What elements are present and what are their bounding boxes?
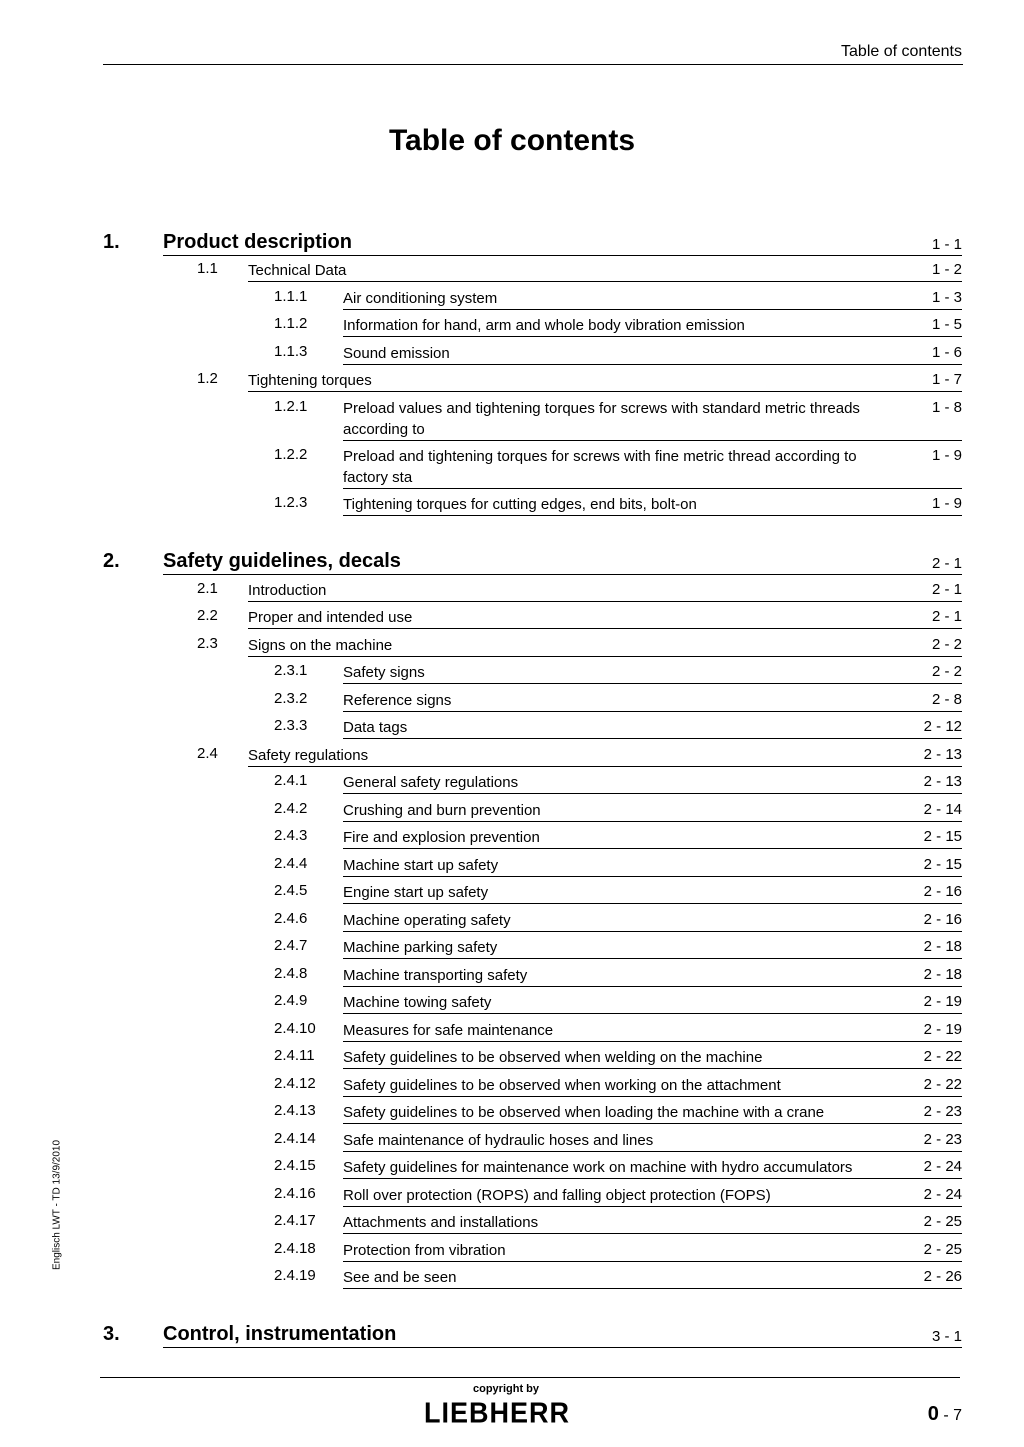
toc-entry-line (343, 1240, 962, 1262)
toc-entry-title[interactable]: Proper and intended use (248, 609, 413, 626)
toc-entry-page[interactable]: 1 - 2 (931, 261, 962, 278)
toc-entry-page[interactable]: 2 - 24 (923, 1186, 962, 1203)
toc-entry-number: 2.4.5 (274, 882, 308, 899)
toc-entry-number: 3. (103, 1323, 120, 1345)
toc-entry-title[interactable]: Crushing and burn prevention (343, 802, 541, 819)
toc-entry-number: 2.4.17 (274, 1212, 316, 1229)
toc-entry-line (248, 607, 962, 629)
toc-entry-line (343, 288, 962, 310)
toc-entry-page[interactable]: 2 - 2 (931, 636, 962, 653)
toc-entry-page[interactable]: 1 - 9 (931, 495, 962, 512)
toc-entry-title[interactable]: Safety regulations (248, 747, 369, 764)
toc-entry-line (163, 230, 962, 256)
toc-entry-number: 2.4.12 (274, 1075, 316, 1092)
toc-entry-page[interactable]: 2 - 1 (931, 608, 962, 625)
page-title: Table of contents (388, 124, 636, 157)
toc-entry-title[interactable]: Engine start up safety (343, 884, 489, 901)
toc-entry-number: 2.4.6 (274, 910, 308, 927)
toc-entry-line (248, 635, 962, 657)
toc-entry-title[interactable]: Safety guidelines to be observed when loading the machine with a crane (343, 1104, 825, 1121)
toc-entry-line (343, 446, 962, 489)
toc-entry-page[interactable]: 2 - 14 (923, 801, 962, 818)
toc-entry-title[interactable]: Sound emission (343, 345, 450, 362)
toc-entry-number: 2.4 (197, 745, 218, 762)
page-number (928, 1403, 962, 1426)
toc-entry-number: 2.3 (197, 635, 218, 652)
toc-entry-number: 2.4.13 (274, 1102, 316, 1119)
toc-entry-line (343, 398, 962, 441)
toc-entry-number: 1.2.3 (274, 494, 308, 511)
toc-entry-number: 2. (103, 550, 120, 572)
toc-entry-line (343, 827, 962, 849)
toc-entry-title[interactable]: Air conditioning system (343, 290, 498, 307)
toc-entry-number: 2.4.7 (274, 937, 308, 954)
liebherr-logo: LIEBHERR (424, 1397, 571, 1429)
toc-entry-page[interactable]: 2 - 23 (923, 1103, 962, 1120)
toc-entry-number: 2.4.10 (274, 1020, 316, 1037)
toc-entry-number: 1.1.3 (274, 343, 308, 360)
toc-entry-page[interactable]: 2 - 25 (923, 1241, 962, 1258)
toc-entry-line (343, 882, 962, 904)
toc-entry-title[interactable]: Reference signs (343, 692, 452, 709)
toc-entry-title[interactable]: Safety guidelines, decals (163, 550, 401, 572)
toc-entry-title[interactable]: Machine start up safety (343, 857, 499, 874)
toc-entry-page[interactable]: 1 - 9 (931, 447, 962, 464)
toc-entry-title[interactable]: Safety guidelines to be observed when working on the attachment (343, 1077, 781, 1094)
toc-entry-line (343, 1157, 962, 1179)
toc-entry-title[interactable]: Tightening torques (248, 372, 372, 389)
toc-entry-title[interactable]: Control, instrumentation (163, 1323, 397, 1345)
toc-entry-page[interactable]: 2 - 15 (923, 828, 962, 845)
toc-entry-line (343, 992, 962, 1014)
toc-entry-number: 1. (103, 231, 120, 253)
toc-entry-number: 2.3.2 (274, 690, 308, 707)
toc-entry-line (343, 1047, 962, 1069)
toc-entry-number: 2.4.15 (274, 1157, 316, 1174)
toc-entry-page[interactable]: 2 - 16 (923, 911, 962, 928)
toc-entry-number: 1.2.1 (274, 398, 308, 415)
toc-entry-page[interactable]: 1 - 5 (931, 316, 962, 333)
toc-entry-line (343, 800, 962, 822)
toc-entry-title[interactable]: Safety guidelines for maintenance work on machine with hydro accumulators (343, 1159, 853, 1176)
toc-entry-number: 2.4.3 (274, 827, 308, 844)
toc-entry-line (248, 370, 962, 392)
toc-entry-title[interactable]: Machine transporting safety (343, 967, 528, 984)
toc-entry-page[interactable]: 2 - 19 (923, 993, 962, 1010)
toc-entry-number: 2.4.18 (274, 1240, 316, 1257)
toc-entry-number: 1.1.2 (274, 315, 308, 332)
toc-entry-line (343, 1212, 962, 1234)
toc-entry-title[interactable]: Introduction (248, 582, 327, 599)
toc-entry-page[interactable]: 2 - 13 (923, 773, 962, 790)
toc-entry-number: 2.4.1 (274, 772, 308, 789)
toc-entry-line (343, 1020, 962, 1042)
toc-entry-number: 2.3.1 (274, 662, 308, 679)
toc-entry-line (343, 315, 962, 337)
toc-entry-line (343, 494, 962, 516)
toc-entry-line (343, 690, 962, 712)
toc-entry-number: 1.2 (197, 370, 218, 387)
toc-entry-line (163, 549, 962, 575)
toc-entry-line (343, 1267, 962, 1289)
toc-entry-page[interactable]: 2 - 15 (923, 856, 962, 873)
toc-entry-title[interactable]: Safety guidelines to be observed when welding on the machine (343, 1049, 763, 1066)
toc-entry-number: 2.4.19 (274, 1267, 316, 1284)
toc-entry-title[interactable]: Safety signs (343, 664, 425, 681)
footer-rule (100, 1377, 960, 1378)
toc-entry-line (248, 745, 962, 767)
toc-entry-title[interactable]: Machine parking safety (343, 939, 498, 956)
toc-entry-title[interactable]: Preload values and tightening torques for screws with standard metric threads according to (343, 400, 860, 438)
toc-entry-page[interactable]: 2 - 22 (923, 1048, 962, 1065)
toc-entry-number: 2.1 (197, 580, 218, 597)
toc-entry-number: 1.1 (197, 260, 218, 277)
page-separator: - (938, 1407, 954, 1424)
toc-entry-title[interactable]: Roll over protection (ROPS) and falling object protection (FOPS) (343, 1187, 771, 1204)
toc-entry-page[interactable]: 2 - 16 (923, 883, 962, 900)
toc-entry-title[interactable]: Measures for safe maintenance (343, 1022, 554, 1039)
toc-entry-page[interactable]: 1 - 1 (931, 236, 962, 253)
toc-entry-page[interactable]: 2 - 18 (923, 966, 962, 983)
toc-entry-page[interactable]: 3 - 1 (931, 1328, 962, 1345)
toc-entry-title[interactable]: Safe maintenance of hydraulic hoses and lines (343, 1132, 654, 1149)
page-index: 7 (953, 1407, 962, 1424)
toc-entry-number: 2.3.3 (274, 717, 308, 734)
toc-entry-page[interactable]: 2 - 13 (923, 746, 962, 763)
toc-entry-page[interactable]: 1 - 8 (931, 399, 962, 416)
toc-entry-title[interactable]: Protection from vibration (343, 1242, 506, 1259)
toc-entry-page[interactable]: 2 - 1 (931, 581, 962, 598)
toc-entry-title[interactable]: Data tags (343, 719, 408, 736)
toc-entry-page[interactable]: 2 - 12 (923, 718, 962, 735)
toc-entry-page[interactable]: 2 - 2 (931, 663, 962, 680)
toc-entry-title[interactable]: Machine towing safety (343, 994, 492, 1011)
toc-entry-line (163, 1322, 962, 1348)
toc-entry-line (343, 965, 962, 987)
toc-entry-line (343, 662, 962, 684)
toc-entry-number: 2.4.4 (274, 855, 308, 872)
toc-entry-page[interactable]: 2 - 24 (923, 1158, 962, 1175)
toc-entry-number: 1.2.2 (274, 446, 308, 463)
toc-entry-page[interactable]: 1 - 3 (931, 289, 962, 306)
toc-entry-page[interactable]: 1 - 7 (931, 371, 962, 388)
toc-entry-line (343, 1185, 962, 1207)
toc-entry-line (343, 855, 962, 877)
toc-entry-line (343, 343, 962, 365)
toc-entry-title[interactable]: Signs on the machine (248, 637, 393, 654)
toc-entry-line (248, 580, 962, 602)
toc-entry-number: 2.4.14 (274, 1130, 316, 1147)
toc-entry-title[interactable]: Machine operating safety (343, 912, 511, 929)
toc-entry-title[interactable]: Preload and tightening torques for screws with fine metric thread according to factory sta (343, 448, 857, 486)
toc-entry-title[interactable]: Product description (163, 231, 352, 253)
toc-entry-page[interactable]: 2 - 1 (931, 555, 962, 572)
running-header: Table of contents (841, 43, 962, 60)
toc-entry-page[interactable]: 2 - 8 (931, 691, 962, 708)
toc-entry-title[interactable]: Technical Data (248, 262, 347, 279)
toc-entry-number: 2.4.16 (274, 1185, 316, 1202)
toc-entry-title[interactable]: Tightening torques for cutting edges, end bits, bolt-on (343, 496, 697, 513)
side-document-note: Englisch LWT - TD 13/9/2010 (51, 1139, 63, 1271)
toc-entry-page[interactable]: 1 - 6 (931, 344, 962, 361)
page-chapter: 0 (927, 1403, 939, 1425)
toc-entry-number: 2.2 (197, 607, 218, 624)
toc-entry-page[interactable]: 2 - 26 (923, 1268, 962, 1285)
toc-entry-line (343, 1102, 962, 1124)
toc-entry-page[interactable]: 2 - 18 (923, 938, 962, 955)
toc-entry-number: 2.4.2 (274, 800, 308, 817)
toc-entry-number: 2.4.11 (274, 1047, 315, 1064)
toc-entry-page[interactable]: 2 - 25 (923, 1213, 962, 1230)
toc-entry-line (343, 937, 962, 959)
toc-entry-title[interactable]: See and be seen (343, 1269, 457, 1286)
toc-entry-line (343, 910, 962, 932)
toc-entry-title[interactable]: Information for hand, arm and whole body vibration emission (343, 317, 745, 334)
toc-entry-line (343, 1130, 962, 1152)
toc-entry-page[interactable]: 2 - 22 (923, 1076, 962, 1093)
toc-entry-line (343, 717, 962, 739)
copyright-label: copyright by (473, 1383, 540, 1395)
toc-entry-page[interactable]: 2 - 23 (923, 1131, 962, 1148)
toc-entry-line (248, 260, 962, 282)
toc-entry-title[interactable]: Attachments and installations (343, 1214, 539, 1231)
toc-entry-title[interactable]: General safety regulations (343, 774, 519, 791)
toc-entry-number: 2.4.8 (274, 965, 308, 982)
toc-entry-line (343, 1075, 962, 1097)
toc-entry-number: 1.1.1 (274, 288, 308, 305)
toc-entry-line (343, 772, 962, 794)
toc-entry-number: 2.4.9 (274, 992, 308, 1009)
toc-entry-page[interactable]: 2 - 19 (923, 1021, 962, 1038)
toc-entry-title[interactable]: Fire and explosion prevention (343, 829, 540, 846)
